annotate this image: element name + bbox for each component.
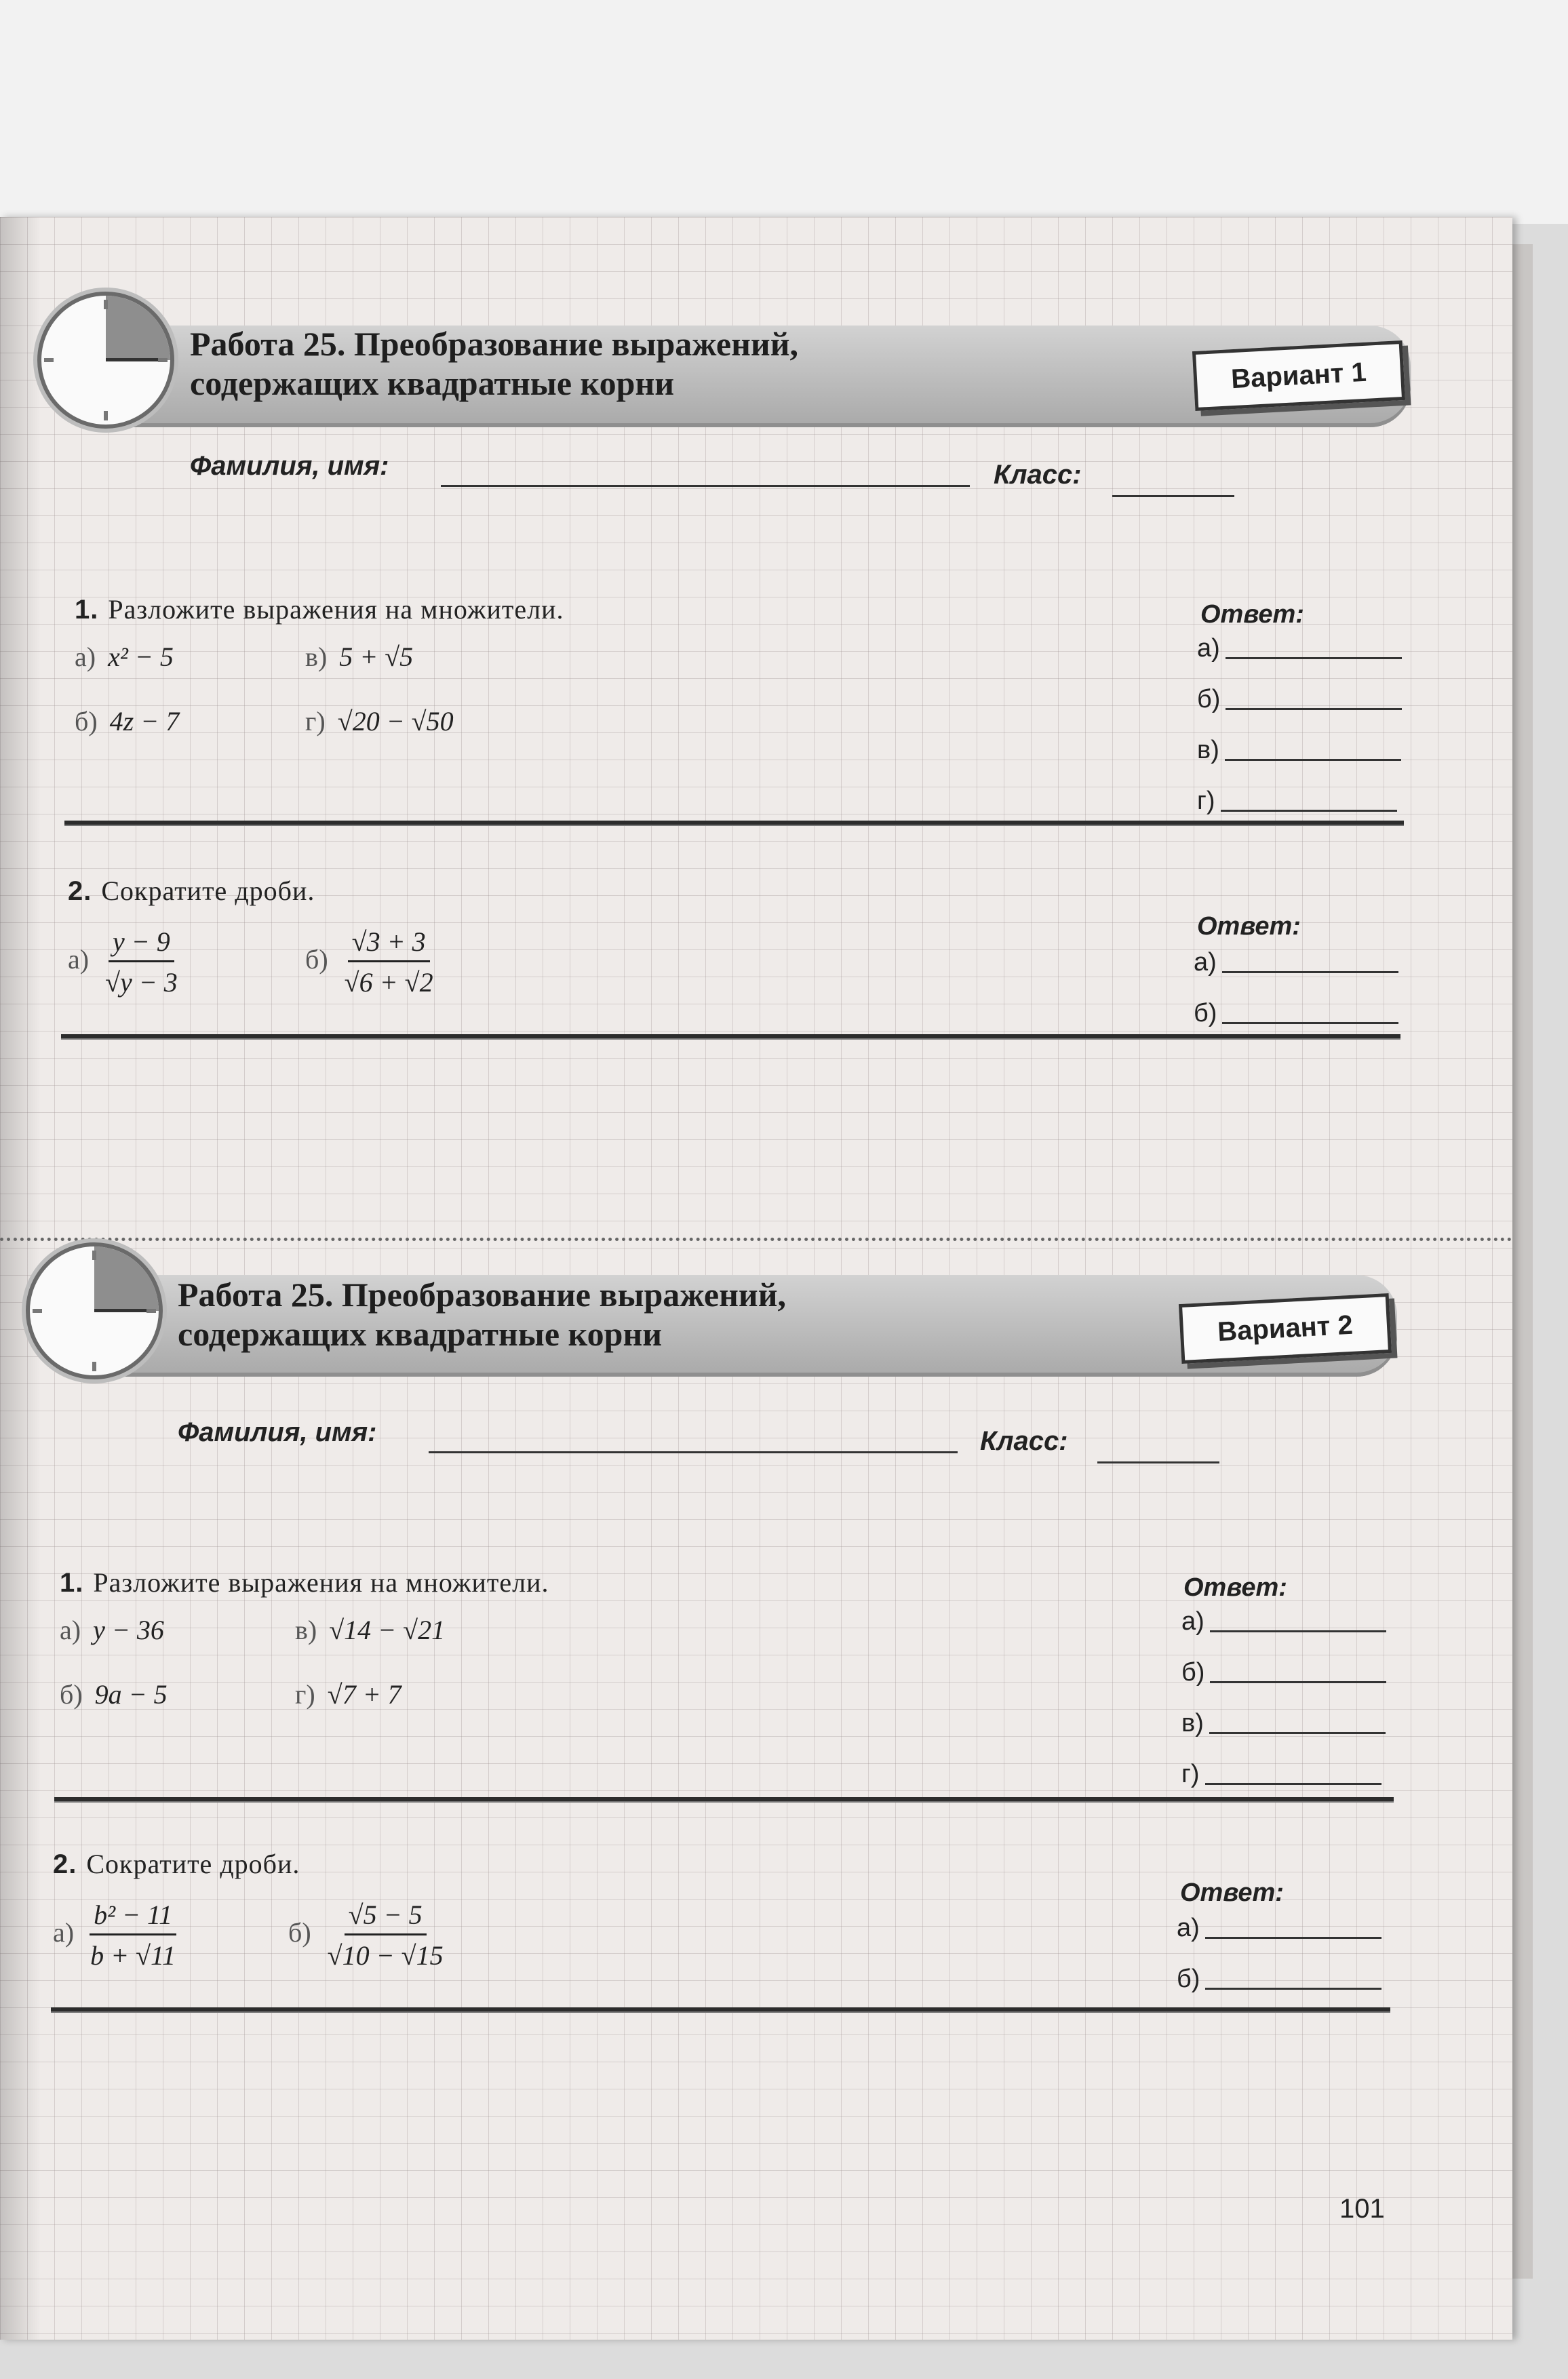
name-label: Фамилия, имя: <box>190 451 389 481</box>
task-2-fraction-a: а) $\frac{y - 9}{√y - 3}$ <box>68 926 178 998</box>
task-1-answer-a[interactable]: а) <box>1197 634 1402 663</box>
task-1-answer-label: Ответ: <box>1200 600 1304 629</box>
class-label: Класс: <box>994 460 1082 490</box>
task-2-prompt: 2. Сократите дроби. <box>53 1849 300 1879</box>
task-separator <box>54 1797 1394 1803</box>
variant-badge: Вариант 2 <box>1179 1293 1392 1364</box>
task-1-answer-g[interactable]: г) <box>1181 1760 1381 1789</box>
variant-badge: Вариант 1 <box>1192 340 1405 411</box>
task-1-answer-v[interactable]: в) <box>1181 1709 1386 1738</box>
page-edge <box>1512 244 1533 2279</box>
task-2-answer-a[interactable]: а) <box>1194 948 1398 977</box>
task-1-item-v: в) √14 − √21 <box>295 1615 446 1645</box>
work-title-line2: содержащих квадратные корни <box>178 1315 663 1353</box>
clock-icon <box>26 1242 163 1379</box>
task-1-item-b: б) 9a − 5 <box>60 1679 168 1710</box>
task-separator <box>61 1034 1400 1040</box>
task-1-answer-g[interactable]: г) <box>1197 787 1397 816</box>
task-2-answer-a[interactable]: а) <box>1177 1914 1381 1943</box>
task-2-answer-label: Ответ: <box>1180 1879 1284 1907</box>
task-1-item-b: б) 4z − 7 <box>75 706 180 736</box>
task-1-prompt: 1. Разложите выражения на множители. <box>60 1567 549 1598</box>
scan-background <box>0 0 1568 224</box>
task-2-prompt: 2. Сократите дроби. <box>68 876 315 906</box>
task-1-item-a: а) y − 36 <box>60 1615 164 1645</box>
task-1-item-a: а) x² − 5 <box>75 642 174 672</box>
variant-1-section <box>0 271 1512 1207</box>
task-1-answer-a[interactable]: а) <box>1181 1607 1386 1636</box>
task-1-answer-b[interactable]: б) <box>1197 685 1402 714</box>
class-label: Класс: <box>980 1426 1068 1456</box>
task-1-prompt: 1. Разложите выражения на множители. <box>75 594 564 625</box>
variant-2-section <box>0 1227 1512 2163</box>
task-1-item-v: в) 5 + √5 <box>305 642 414 672</box>
task-2-fraction-b: б) $\frac{√5 - 5}{√10 - √15}$ <box>288 1900 444 1971</box>
task-1-answer-b[interactable]: б) <box>1181 1658 1386 1687</box>
task-1-item-g: г) √20 − √50 <box>305 706 454 736</box>
name-field[interactable] <box>429 1451 958 1453</box>
name-label: Фамилия, имя: <box>178 1417 377 1447</box>
work-title-line1: Работа 25. Преобразование выражений, <box>190 325 799 363</box>
task-2-answer-b[interactable]: б) <box>1177 1965 1381 1994</box>
task-1-answer-label: Ответ: <box>1183 1573 1287 1602</box>
class-field[interactable] <box>1097 1461 1219 1463</box>
clock-icon <box>37 292 174 429</box>
task-2-fraction-b: б) $\frac{√3 + 3}{√6 + √2}$ <box>305 926 433 998</box>
work-title-line2: содержащих квадратные корни <box>190 364 675 402</box>
task-2-answer-b[interactable]: б) <box>1194 999 1398 1028</box>
task-separator <box>64 821 1404 826</box>
task-2-fraction-a: а) $\frac{\text{b² − 11}}{b + √11}$ <box>53 1900 176 1971</box>
class-field[interactable] <box>1112 495 1234 497</box>
task-1-answer-v[interactable]: в) <box>1197 736 1401 765</box>
task-2-answer-label: Ответ: <box>1197 912 1301 941</box>
task-separator <box>51 2007 1390 2013</box>
work-title-line1: Работа 25. Преобразование выражений, <box>178 1276 787 1314</box>
name-field[interactable] <box>441 485 970 487</box>
page-number: 101 <box>1339 2194 1385 2224</box>
task-1-item-g: г) √7 + 7 <box>295 1679 401 1710</box>
